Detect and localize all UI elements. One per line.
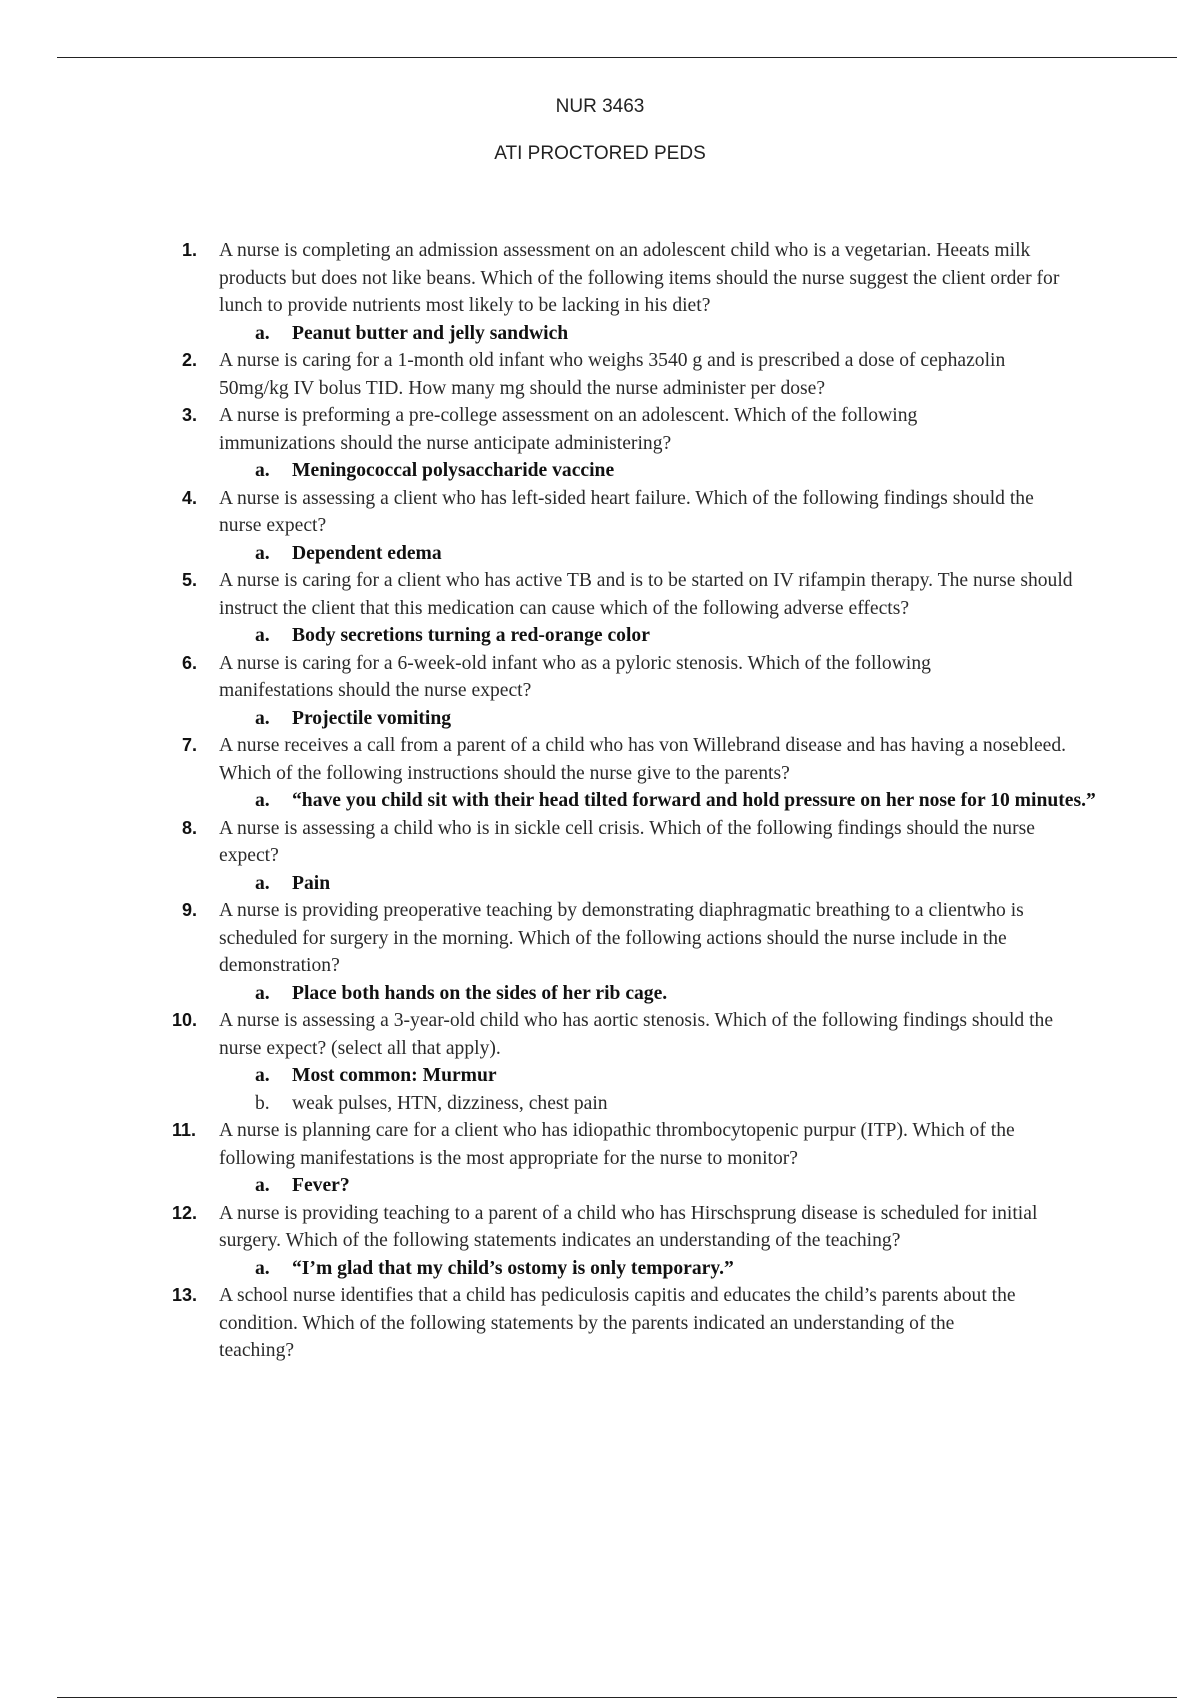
answer-text: Peanut butter and jelly sandwich: [292, 322, 569, 344]
question-6: [175, 650, 1039, 733]
question-number: 8.: [182, 817, 198, 838]
answer-list: [219, 980, 1099, 1008]
question-10: [172, 1007, 1059, 1117]
answer-text: Body secretions turning a red-orange color: [292, 625, 650, 646]
question-list: [172, 237, 1096, 1365]
answer-item: [219, 622, 1079, 650]
question-number: 13.: [172, 1285, 198, 1305]
question-text: A nurse is caring for a 6-week-old infant who as a pyloric stenosis. Which of the following manifestations should the nurse expect?: [219, 652, 931, 701]
question-text: A nurse is caring for a client who has active TB and is to be started on IV rifampin therapy. The nurse should instruct the client that this medication can cause which of the following adverse effects?: [219, 570, 1073, 619]
question-text: A nurse is assessing a child who is in sickle cell crisis. Which of the following findings should the nurse expect?: [219, 817, 1035, 866]
question-number: 5.: [182, 570, 198, 590]
answer-text: Pain: [292, 872, 331, 894]
question-number: 3.: [182, 405, 198, 425]
question-text: A nurse is caring for a 1-month old infant who weighs 3540 g and is prescribed a dose of cephazolin 50mg/kg IV bolus TID. How many mg should the nurse administer per dose?: [219, 350, 1006, 399]
question-number: 10.: [172, 1010, 198, 1030]
question-number: 12.: [172, 1202, 198, 1223]
answer-text: “have you child sit with their head tilted forward and hold pressure on her nose for 10 minutes.”: [292, 790, 1096, 811]
answer-letter: b.: [255, 1092, 270, 1114]
answer-letter: a.: [255, 790, 270, 811]
answer-list: [219, 540, 1039, 568]
question-number: 7.: [182, 735, 198, 755]
answer-item: [219, 705, 1039, 733]
answer-item: [219, 870, 1079, 898]
question-number: 2.: [182, 350, 198, 370]
answer-letter: a.: [255, 625, 270, 646]
question-13: [172, 1282, 1019, 1365]
answer-text: Dependent edema: [292, 542, 442, 564]
question-8: [175, 815, 1079, 898]
question-number: 11.: [172, 1120, 197, 1140]
question-7: [175, 732, 1099, 815]
answer-list: [219, 1255, 1089, 1283]
answer-text: Meningococcal polysaccharide vaccine: [292, 460, 615, 481]
answer-text: Most common: Murmur: [292, 1065, 497, 1086]
answer-text: weak pulses, HTN, dizziness, chest pain: [292, 1092, 608, 1114]
question-text: A nurse is providing teaching to a parent of a child who has Hirschsprung disease is scheduled for initial surgery. Which of the following statements indicates an understanding of the teaching?: [219, 1202, 1038, 1251]
answer-item: [219, 320, 1079, 348]
question-4: [175, 485, 1039, 568]
answer-letter: a.: [255, 982, 270, 1004]
answer-letter: a.: [255, 460, 270, 481]
question-text: A nurse is assessing a 3-year-old child who has aortic stenosis. Which of the following findings should the nurse expect? (select all that apply).: [219, 1010, 1054, 1059]
question-text: A nurse is planning care for a client who has idiopathic thrombocytopenic purpur (ITP). Which of the following manifestations is the most appropriate for the nurse to monitor?: [219, 1120, 1015, 1169]
question-text: A school nurse identifies that a child has pediculosis capitis and educates the child’s parents about the condition. Which of the following statements by the parents indicated an understanding of the teaching?: [219, 1285, 1016, 1361]
answer-item: [219, 1172, 1089, 1200]
answer-text: Projectile vomiting: [292, 707, 452, 729]
bottom-rule: [57, 1697, 1177, 1698]
answer-list: [219, 457, 1019, 485]
answer-letter: a.: [255, 1175, 270, 1196]
answer-list: [219, 787, 1099, 815]
answer-letter: a.: [255, 1257, 270, 1279]
document-title: ATI PROCTORED PEDS: [494, 143, 706, 164]
answer-letter: a.: [255, 707, 270, 729]
question-12: [172, 1200, 1089, 1283]
question-2: [175, 347, 1019, 402]
answer-text: Fever?: [292, 1175, 350, 1196]
answer-item: [219, 787, 1099, 815]
question-text: A nurse is providing preoperative teaching by demonstrating diaphragmatic breathing to a clientwho is scheduled for surgery in the morning. Which of the following actions should the nurse include in the demonstration?: [219, 900, 1024, 976]
question-text: A nurse is completing an admission assessment on an adolescent child who is a vegetarian. Heeats milk products but does not like beans. Which of the following items should the nurse suggest the client order for lunch to provide nutrients most likely to be lacking in his diet?: [219, 240, 1060, 316]
answer-item: [219, 540, 1039, 568]
question-text: A nurse is assessing a client who has left-sided heart failure. Which of the following findings should the nurse expect?: [219, 487, 1034, 536]
question-9: [175, 897, 1099, 1007]
answer-letter: a.: [255, 1065, 270, 1086]
question-1: [175, 237, 1079, 347]
question-number: 9.: [182, 900, 198, 920]
answer-list: [219, 622, 1079, 650]
answer-text: Place both hands on the sides of her rib cage.: [292, 982, 668, 1004]
question-number: 6.: [182, 652, 198, 673]
question-text: A nurse is preforming a pre-college assessment on an adolescent. Which of the following immunizations should the nurse anticipate administering?: [219, 405, 918, 454]
answer-item: [219, 1090, 1059, 1118]
answer-list: [219, 1062, 1059, 1117]
answer-list: [219, 320, 1079, 348]
answer-letter: a.: [255, 542, 270, 564]
answer-letter: a.: [255, 872, 270, 894]
top-rule: [57, 57, 1177, 58]
answer-list: [219, 1172, 1089, 1200]
question-number: 4.: [182, 487, 198, 508]
course-code: NUR 3463: [555, 96, 645, 117]
answer-letter: a.: [255, 322, 270, 344]
answer-item: [219, 980, 1099, 1008]
answer-item: [219, 1255, 1089, 1283]
question-11: [172, 1117, 1089, 1200]
question-5: [175, 567, 1079, 650]
answer-text: “I’m glad that my child’s ostomy is only temporary.”: [292, 1257, 734, 1279]
question-3: [175, 402, 1019, 485]
answer-item: [219, 1062, 1059, 1090]
question-text: A nurse receives a call from a parent of a child who has von Willebrand disease and has having a nosebleed. Which of the following instructions should the nurse give to the parents?: [219, 735, 1067, 784]
answer-list: [219, 870, 1079, 898]
answer-item: [219, 457, 1019, 485]
question-number: 1.: [182, 240, 198, 260]
answer-list: [219, 705, 1039, 733]
